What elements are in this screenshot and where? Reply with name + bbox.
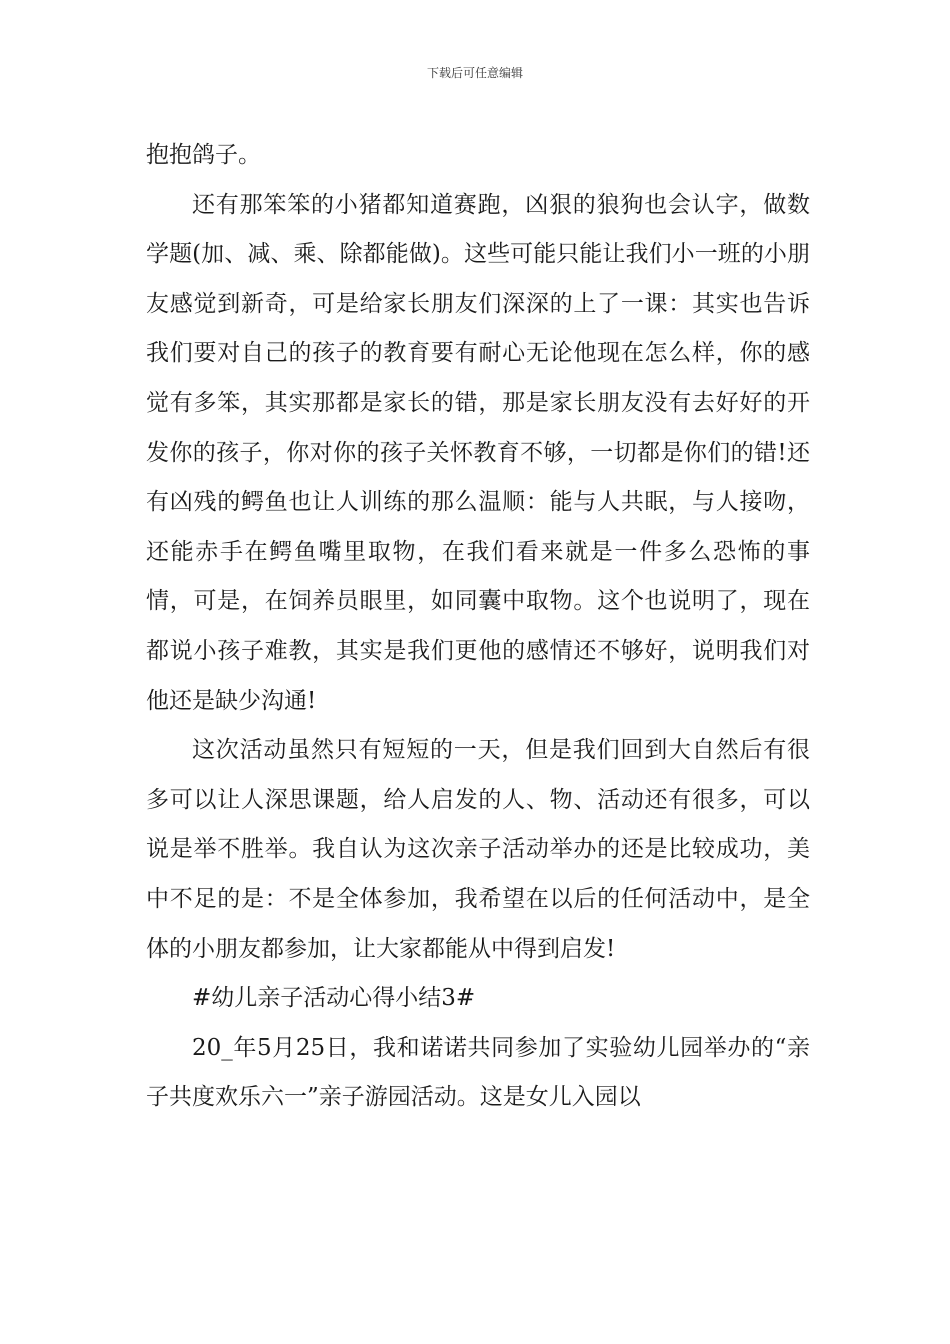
section-heading: #幼儿亲子活动心得小结3#	[192, 985, 476, 1012]
document-body	[146, 131, 810, 1123]
paragraph-event-intro: 20_年5月25日，我和诺诺共同参加了实验幼儿园举办的“亲子共度欢乐六一”亲子游园活动。这是女儿入园以	[146, 1034, 810, 1111]
paragraph-animals: 还有那笨笨的小猪都知道赛跑，凶狠的狼狗也会认字，做数学题(加、减、乘、除都能做)。这些可能只能让我们小一班的小朋友感觉到新奇，可是给家长朋友们深深的上了一课：其实也告诉我们要对自己的孩子的教育要有耐心无论他现在怎么样，你的感觉有多笨，其实那都是家长的错，那是家长朋友没有去好好的开发你的孩子，你对你的孩子关怀教育不够，一切都是你们的错!还有凶残的鳄鱼也让人训练的那么温顺：能与人共眠，与人接吻，还能赤手在鳄鱼嘴里取物，在我们看来就是一件多么恐怖的事情，可是，在饲养员眼里，如同囊中取物。这个也说明了，现在都说小孩子难教，其实是我们更他的感情还不够好，说明我们对他还是缺少沟通!	[146, 191, 810, 714]
page-header-note: 下载后可任意编辑	[426, 66, 523, 80]
paragraph-continuation: 抱抱鸽子。	[146, 142, 261, 168]
paragraph-activity-summary: 这次活动虽然只有短短的一天，但是我们回到大自然后有很多可以让人深思课题，给人启发的人、物、活动还有很多，可以说是举不胜举。我自认为这次亲子活动举办的还是比较成功，美中不足的是：不是全体参加，我希望在以后的任何活动中，是全体的小朋友都参加，让大家都能从中得到启发!	[146, 737, 810, 962]
